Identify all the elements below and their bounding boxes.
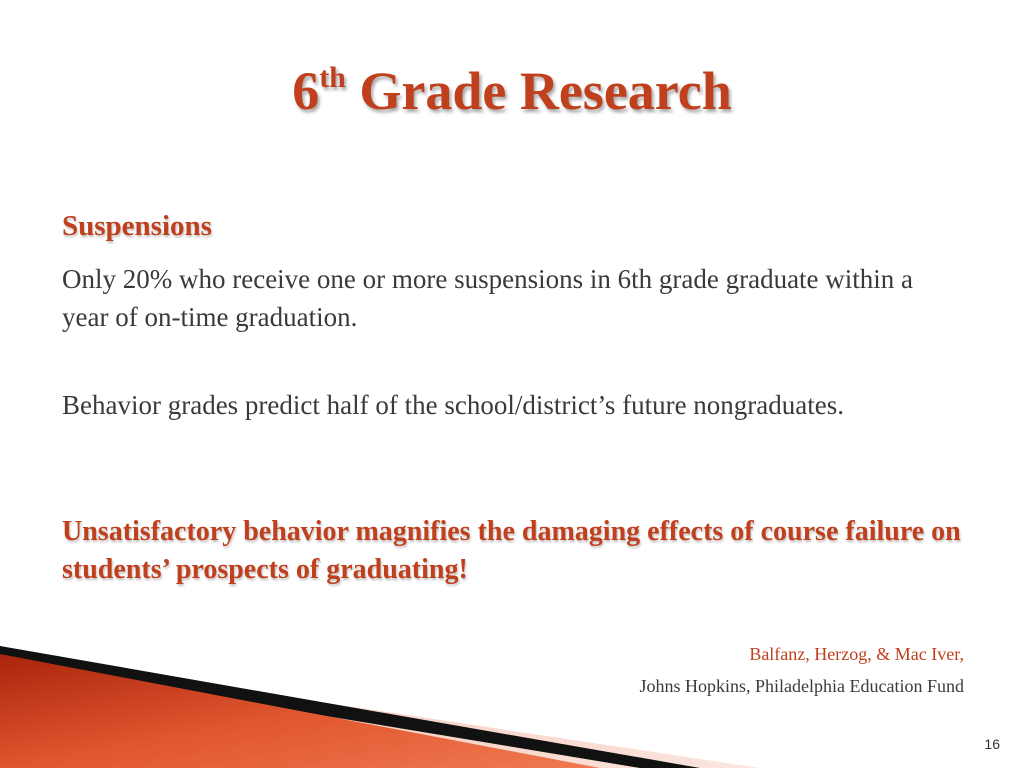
section-heading: Suspensions	[62, 210, 212, 242]
title-number: 6	[292, 61, 320, 121]
citation-source: Johns Hopkins, Philadelphia Education Fund	[639, 676, 964, 696]
paragraph-suspensions: Only 20% who receive one or more suspensions in 6th grade graduate within a year of on-time graduation.	[62, 264, 914, 332]
paragraph-behavior-grades: Behavior grades predict half of the school/district’s future nongraduates.	[62, 390, 845, 420]
corner-swoosh-decoration	[0, 640, 760, 768]
slide-title	[0, 60, 1024, 122]
slide-number: 16	[984, 736, 1000, 752]
citation-authors: Balfanz, Herzog, & Mac Iver,	[749, 644, 964, 664]
emphasis-statement: Unsatisfactory behavior magnifies the damaging effects of course failure on students’ prospects of graduating!	[62, 516, 961, 585]
title-text: Grade Research	[345, 61, 732, 121]
title-superscript: th	[319, 61, 346, 94]
